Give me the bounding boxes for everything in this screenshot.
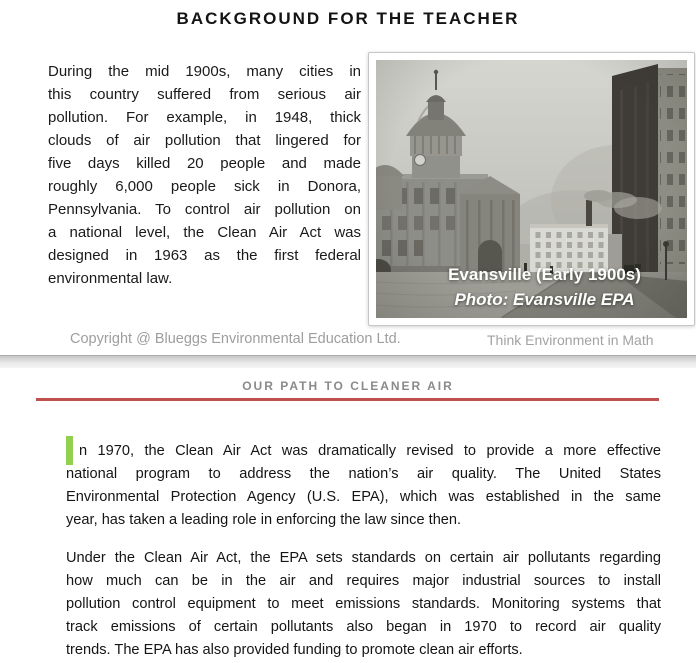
text-line: roughly 6,000 people sick in Donora,: [48, 178, 361, 195]
section-heading: OUR PATH TO CLEANER AIR: [242, 379, 454, 393]
text-line: environmental law.: [48, 270, 173, 287]
text-line: clouds of air pollution that lingered for: [48, 132, 361, 149]
text-line: Pennsylvania. To control air pollution on: [48, 201, 361, 218]
red-rule: [36, 398, 659, 401]
photo-caption-title: Evansville (Early 1900s): [448, 265, 641, 284]
text-line: this country suffered from serious air: [48, 86, 361, 103]
text-line: Under the Clean Air Act, the EPA sets standards on certain air pollutants regarding: [66, 550, 661, 566]
evansville-photo: [376, 60, 687, 318]
text-line: national program to address the nation’s air quality. The United States: [66, 466, 661, 482]
text-line: year, has taken a leading role in enforcing the law since then.: [66, 512, 462, 528]
page-divider: [0, 355, 696, 368]
photo-caption: [376, 262, 687, 312]
paragraph-epa-standards: [66, 547, 661, 662]
paragraph-epa-lines: [66, 547, 661, 662]
dropcap-letter-i: [66, 436, 73, 465]
text-line: track emissions of certain pollutants also began in 1970 to record air quality: [66, 619, 661, 635]
page-title: BACKGROUND FOR THE TEACHER: [176, 9, 520, 28]
paragraph-1970-lines: [66, 440, 661, 532]
text-line: pollution. For example, in 1948, thick: [48, 109, 361, 126]
text-line: trends. The EPA has also provided funding to promote clean air efforts.: [66, 642, 523, 658]
text-line: pollution control equipment to meet emissions standards. Monitoring systems that: [66, 596, 661, 612]
text-line: designed in 1963 as the first federal: [48, 247, 361, 264]
brand-text: Think Environment in Math: [487, 332, 654, 348]
paragraph-1970: [66, 440, 661, 532]
text-line: how much can be in the air and requires major industrial sources to install: [66, 573, 661, 589]
text-line: five days killed 20 people and made: [48, 155, 361, 172]
intro-paragraph: [48, 60, 361, 290]
photo-caption-credit: Photo: Evansville EPA: [454, 290, 635, 309]
copyright-text: Copyright @ Blueggs Environmental Education Ltd.: [70, 331, 401, 347]
text-line: During the mid 1900s, many cities in: [48, 63, 361, 80]
evansville-photo-frame: [368, 52, 695, 326]
text-line: n 1970, the Clean Air Act was dramatically revised to provide a more effective: [79, 443, 661, 459]
text-line: Environmental Protection Agency (U.S. EPA), which was established in the same: [66, 489, 661, 505]
text-line: a national level, the Clean Air Act was: [48, 224, 361, 241]
